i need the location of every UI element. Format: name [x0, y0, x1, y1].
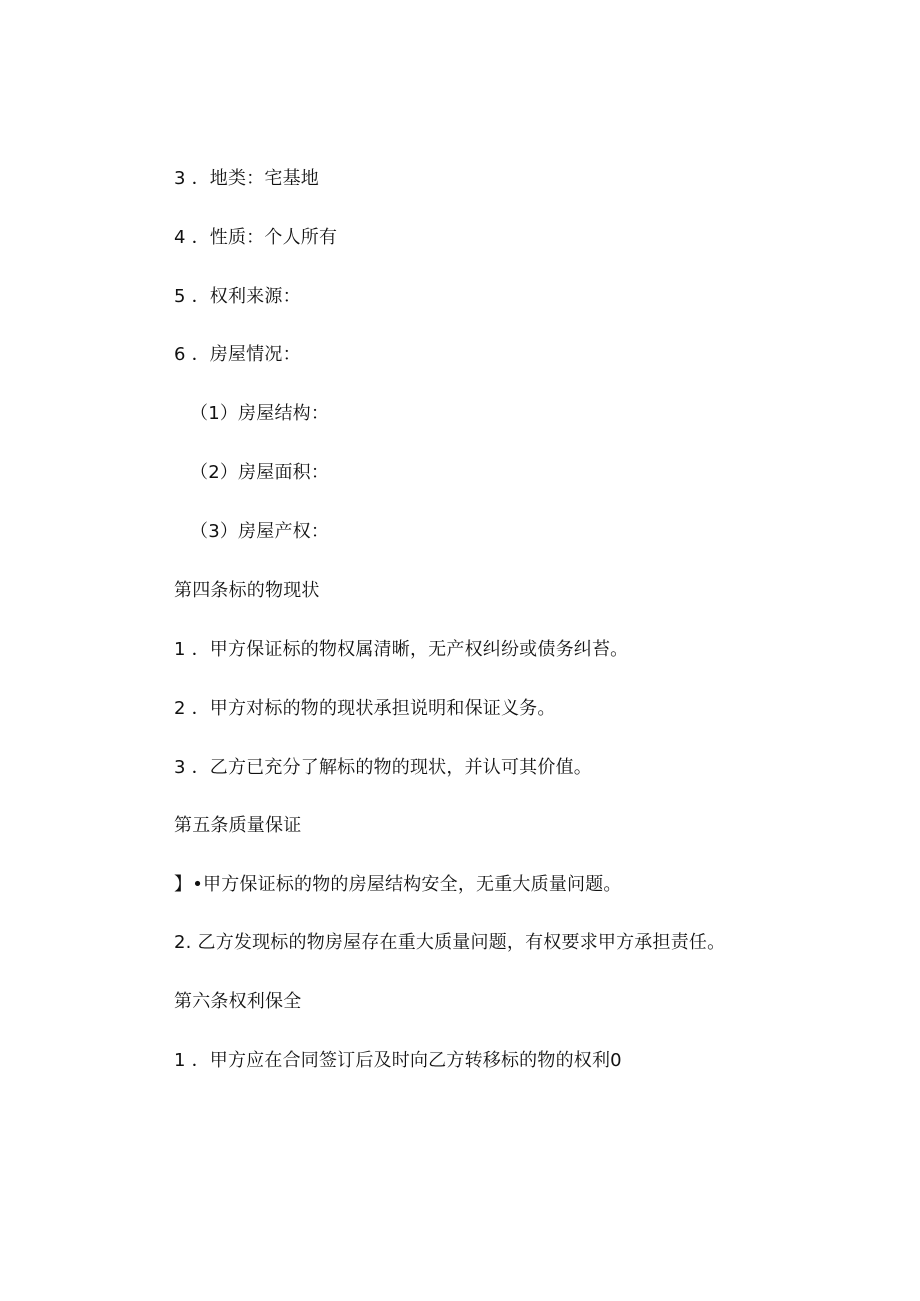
house-area-item: （2）房屋面积： — [190, 462, 330, 483]
clause-6-house-status: 6 ．房屋情况： — [174, 344, 301, 365]
article-four-heading: 第四条标的物现状 — [174, 580, 320, 601]
article-four-clause-1: 1 ．甲方保证标的物权属清晰，无产权纠纷或债务纠苔。 — [174, 639, 629, 660]
clause-3-land-type: 3 ．地类：宅基地 — [174, 168, 319, 189]
house-property-item: （3）房屋产权： — [190, 521, 330, 542]
article-five-clause-2: 2. 乙方发现标的物房屋存在重大质量问题，有权要求甲方承担责任。 — [174, 932, 726, 953]
clause-5-rights-source: 5 ．权利来源： — [174, 286, 301, 307]
article-five-clause-1: 】•甲方保证标的物的房屋结构安全，无重大质量问题。 — [174, 874, 622, 895]
article-six-heading: 第六条权利保全 — [174, 991, 302, 1012]
article-five-heading: 第五条质量保证 — [174, 815, 302, 836]
article-four-clause-3: 3 ．乙方已充分了解标的物的现状，并认可其价值。 — [174, 757, 592, 778]
house-structure-item: （1）房屋结构： — [190, 403, 330, 424]
article-six-clause-1: 1 ．甲方应在合同签订后及时向乙方转移标的物的权利0 — [174, 1050, 622, 1071]
clause-4-nature: 4 ．性质：个人所有 — [174, 227, 338, 248]
article-four-clause-2: 2 ．甲方对标的物的现状承担说明和保证义务。 — [174, 698, 556, 719]
